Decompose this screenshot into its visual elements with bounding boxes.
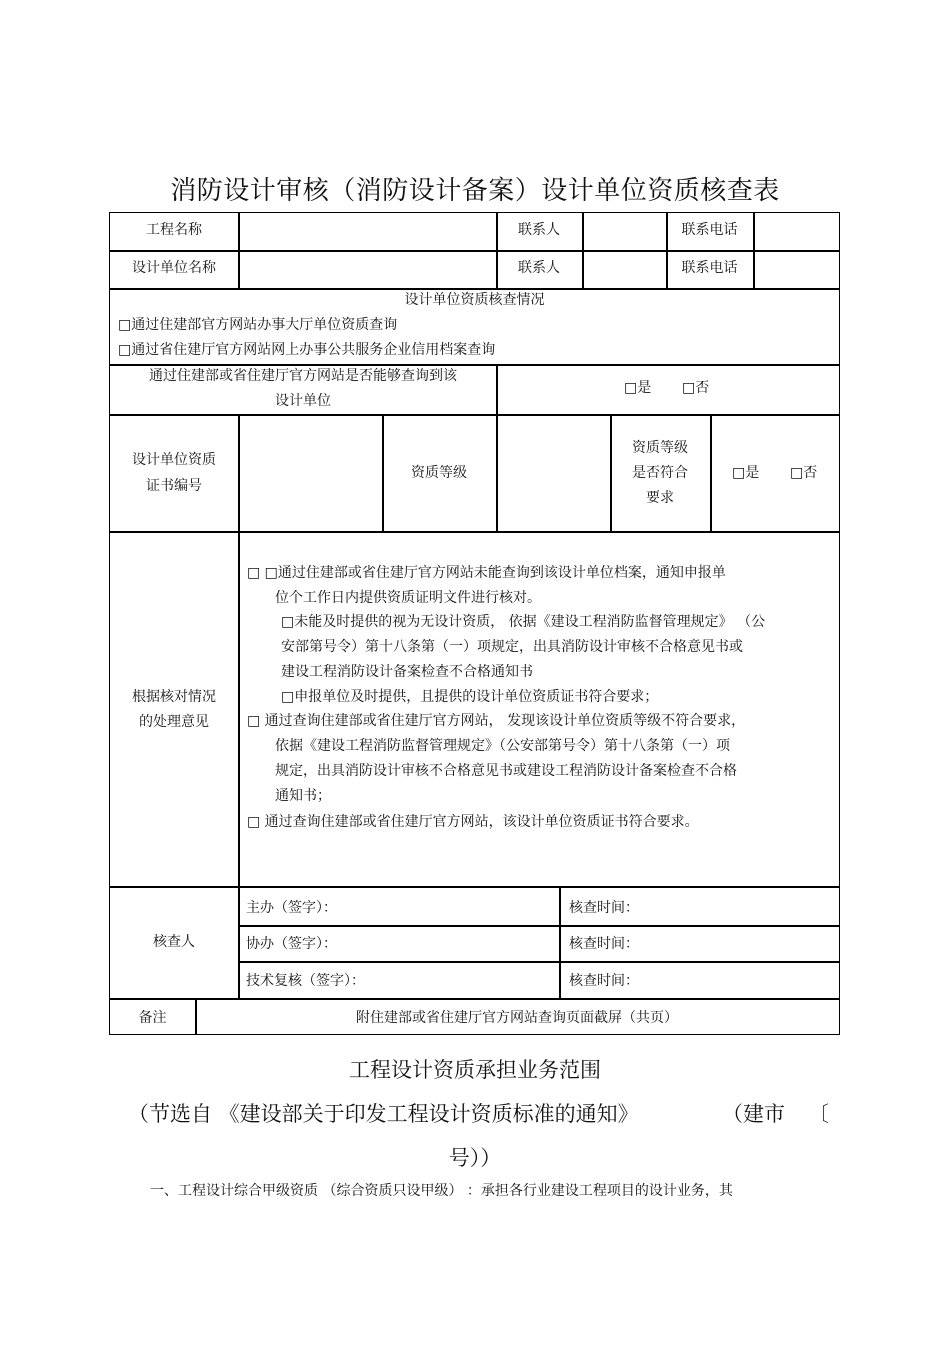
contact-field[interactable] [582,213,666,250]
main-signature-label[interactable]: 主办（签字）： [246,900,337,916]
review-signature-label[interactable]: 技术复核（签字）： [246,973,365,989]
design-unit-label: 设计单位名称 [132,260,216,276]
opinion-option-compliant[interactable]: □ 通过查询住建部或省住建厅官方网站，该设计单位资质证书符合要求。 [247,814,699,830]
design-phone-field[interactable] [753,250,839,288]
level-match-no-checkbox[interactable]: □否 [790,465,818,481]
opinion-text-line: 安部第号令）第十八条第（一）项规定，出具消防设计审核不合格意见书或 [281,639,743,655]
scope-subtitle-part2: （建市 [722,1102,785,1126]
check-option-mohurd[interactable]: □通过住建部官方网站办事大厅单位资质查询 [118,317,398,333]
check-section-heading: 设计单位资质核查情况 [404,292,545,308]
qualification-level-label: 资质等级 [411,465,467,481]
opinion-text-line: 通知书； [275,788,331,804]
project-name-field[interactable] [238,213,496,250]
project-name-label: 工程名称 [146,222,202,238]
check-time-label-3[interactable]: 核查时间： [569,973,639,989]
scope-subtitle-part4: 号）） [448,1146,502,1170]
opinion-text-line: 位个工作日内提供资质证明文件进行核对。 [275,590,541,606]
page-title: 消防设计审核（消防设计备案）设计单位资质核查表 [170,176,780,206]
query-question-line2: 设计单位 [275,393,331,409]
check-time-label-2[interactable]: 核查时间： [569,936,639,952]
level-match-label-line2: 是否符合 [632,465,688,481]
phone-label: 联系电话 [681,222,738,238]
opinion-text-line: 建设工程消防设计备案检查不合格通知书 [281,664,533,680]
assist-signature-label[interactable]: 协办（签字）： [246,936,337,952]
checker-label: 核查人 [153,934,195,950]
query-no-checkbox[interactable]: □否 [682,380,710,396]
level-match-yes-checkbox[interactable]: □是 [732,465,760,481]
level-match-label-line3: 要求 [646,490,674,506]
opinion-text-line: 依据《建设工程消防监督管理规定》（公安部第号令）第十八条第（一）项 [275,738,730,754]
opinion-option-not-found[interactable]: □ □通过住建部或省住建厅官方网站未能查询到该设计单位档案，通知申报单 [247,565,726,581]
design-contact-field[interactable] [582,250,666,288]
contact-label: 联系人 [518,222,560,238]
check-time-label-1[interactable]: 核查时间： [569,900,639,916]
query-question-line1: 通过住建部或省住建厅官方网站是否能够查询到该 [149,368,457,384]
phone-field[interactable] [753,213,839,250]
design-contact-label: 联系人 [518,260,560,276]
level-match-label-line1: 资质等级 [632,440,688,456]
cert-number-field[interactable] [238,414,382,531]
query-yes-checkbox[interactable]: □是 [624,380,652,396]
design-phone-label: 联系电话 [681,260,738,276]
scope-paragraph: 一、工程设计综合甲级资质 （综合资质只设甲级） ：承担各行业建设工程项目的设计业务，其 [150,1183,733,1199]
remark-text: 附住建部或省住建厅官方网站查询页面截屏（共页） [356,1010,678,1026]
qualification-check-table [109,212,840,1035]
scope-subtitle-part3: 〔 [808,1102,829,1126]
opinion-text-line: 规定，出具消防设计审核不合格意见书或建设工程消防设计备案检查不合格 [275,763,737,779]
remark-label: 备注 [138,1010,167,1026]
opinion-label-line1: 根据核对情况 [132,689,216,705]
opinion-option-provided[interactable]: □申报单位及时提供，且提供的设计单位资质证书符合要求； [281,689,659,705]
design-unit-field[interactable] [238,250,496,288]
cert-number-label-line2: 证书编号 [146,478,202,494]
opinion-option-not-provided[interactable]: □未能及时提供的视为无设计资质， 依据《建设工程消防监督管理规定》 （公 [281,614,766,630]
opinion-label-line2: 的处理意见 [139,714,209,730]
cert-number-label-line1: 设计单位资质 [132,452,216,468]
qualification-level-field[interactable] [496,414,610,531]
scope-title: 工程设计资质承担业务范围 [349,1058,601,1082]
scope-subtitle-part1: （节选自 《建设部关于印发工程设计资质标准的通知》 [128,1102,639,1126]
check-option-provincial[interactable]: □通过省住建厅官方网站网上办事公共服务企业信用档案查询 [118,342,496,358]
opinion-option-level-mismatch[interactable]: □ 通过查询住建部或省住建厅官方网站， 发现该设计单位资质等级不符合要求， [247,713,746,729]
